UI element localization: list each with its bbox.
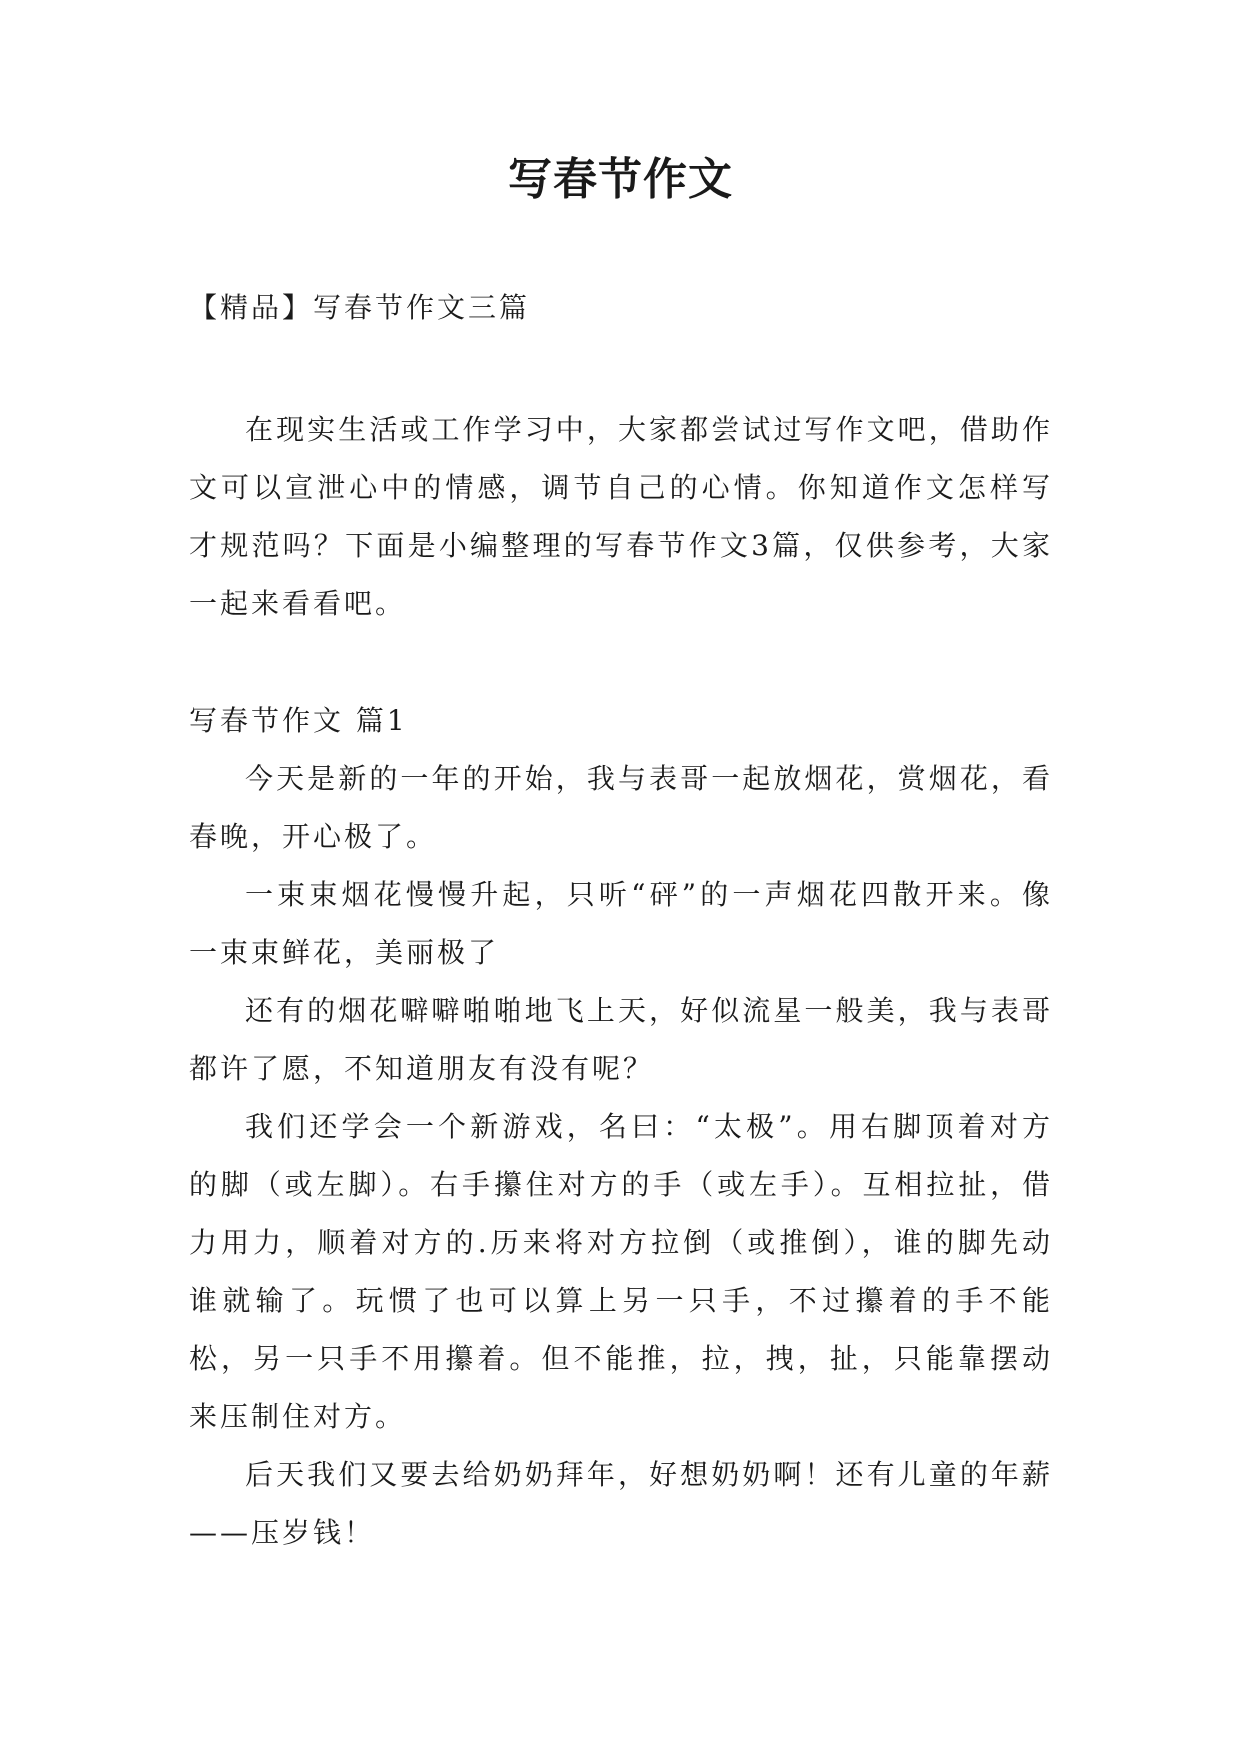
intro-paragraph: 在现实生活或工作学习中，大家都尝试过写作文吧，借助作文可以宣泄心中的情感，调节自己的心情。你知道作文怎样写才规范吗？下面是小编整理的写春节作文3篇，仅供参考，大家一起来看看吧。 bbox=[189, 413, 1053, 620]
body-paragraph: 一束束烟花慢慢升起，只听“砰”的一声烟花四散开来。像一束束鲜花，美丽极了 bbox=[189, 878, 1053, 969]
body-paragraph: 后天我们又要去给奶奶拜年，好想奶奶啊！还有儿童的年薪——压岁钱！ bbox=[189, 1458, 1053, 1549]
section-1 bbox=[189, 692, 1053, 1562]
body-paragraph: 还有的烟花噼噼啪啪地飞上天，好似流星一般美，我与表哥都许了愿，不知道朋友有没有呢？ bbox=[189, 994, 1053, 1085]
document-title: 写春节作文 bbox=[508, 154, 733, 205]
intro-block bbox=[189, 401, 1053, 633]
body-paragraph: 我们还学会一个新游戏，名曰：“太极”。用右脚顶着对方的脚（或左脚）。右手攥住对方的手（或左手）。互相拉扯，借力用力，顺着对方的.历来将对方拉倒（或推倒），谁的脚先动谁就输了。玩惯了也可以算上另一只手，不过攥着的手不能松，另一只手不用攥着。但不能推，拉，拽，扯，只能靠摆动来压制住对方。 bbox=[189, 1110, 1053, 1433]
document-subtitle: 【精品】写春节作文三篇 bbox=[189, 291, 531, 324]
body-paragraph: 今天是新的一年的开始，我与表哥一起放烟花，赏烟花，看春晚，开心极了。 bbox=[189, 762, 1053, 853]
section-heading: 写春节作文 篇1 bbox=[189, 704, 408, 737]
